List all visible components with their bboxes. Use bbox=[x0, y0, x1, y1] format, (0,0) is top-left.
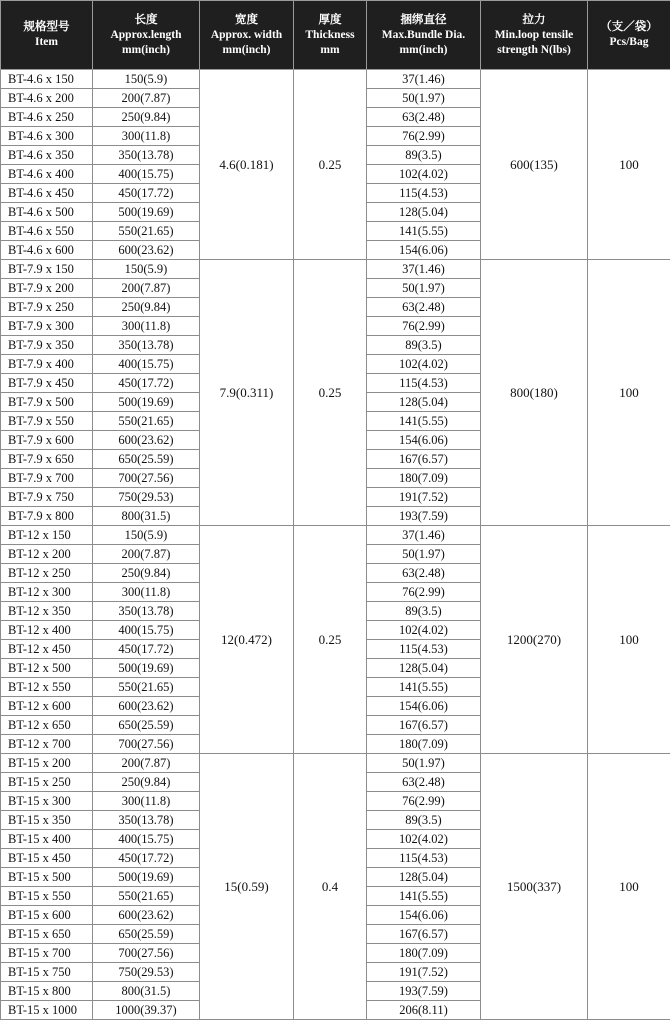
bundle-dia-cell: 102(4.02) bbox=[367, 830, 481, 849]
item-cell: BT-4.6 x 500 bbox=[1, 203, 93, 222]
width-cell: 7.9(0.311) bbox=[200, 260, 294, 526]
length-cell: 250(9.84) bbox=[93, 108, 200, 127]
length-cell: 800(31.5) bbox=[93, 982, 200, 1001]
header-pcs-per-bag: （支／袋） Pcs/Bag bbox=[588, 1, 670, 70]
item-cell: BT-7.9 x 550 bbox=[1, 412, 93, 431]
pcs-per-bag-cell: 100 bbox=[588, 526, 670, 754]
length-cell: 200(7.87) bbox=[93, 279, 200, 298]
length-cell: 450(17.72) bbox=[93, 374, 200, 393]
tensile-cell: 1500(337) bbox=[481, 754, 588, 1020]
item-cell: BT-15 x 600 bbox=[1, 906, 93, 925]
item-cell: BT-7.9 x 650 bbox=[1, 450, 93, 469]
bundle-dia-cell: 63(2.48) bbox=[367, 773, 481, 792]
item-cell: BT-15 x 550 bbox=[1, 887, 93, 906]
length-cell: 600(23.62) bbox=[93, 697, 200, 716]
length-cell: 200(7.87) bbox=[93, 89, 200, 108]
length-cell: 800(31.5) bbox=[93, 507, 200, 526]
bundle-dia-cell: 76(2.99) bbox=[367, 792, 481, 811]
item-cell: BT-15 x 300 bbox=[1, 792, 93, 811]
header-length: 长度 Approx.length mm(inch) bbox=[93, 1, 200, 70]
length-cell: 250(9.84) bbox=[93, 298, 200, 317]
bundle-dia-cell: 193(7.59) bbox=[367, 507, 481, 526]
item-cell: BT-7.9 x 800 bbox=[1, 507, 93, 526]
header-tensile: 拉力 Min.loop tensile strength N(lbs) bbox=[481, 1, 588, 70]
length-cell: 350(13.78) bbox=[93, 336, 200, 355]
bundle-dia-cell: 141(5.55) bbox=[367, 222, 481, 241]
table-row bbox=[1, 754, 670, 773]
item-cell: BT-15 x 650 bbox=[1, 925, 93, 944]
item-cell: BT-12 x 550 bbox=[1, 678, 93, 697]
item-cell: BT-7.9 x 300 bbox=[1, 317, 93, 336]
item-cell: BT-4.6 x 300 bbox=[1, 127, 93, 146]
item-cell: BT-12 x 600 bbox=[1, 697, 93, 716]
length-cell: 400(15.75) bbox=[93, 830, 200, 849]
length-cell: 500(19.69) bbox=[93, 868, 200, 887]
length-cell: 450(17.72) bbox=[93, 640, 200, 659]
item-cell: BT-4.6 x 550 bbox=[1, 222, 93, 241]
item-cell: BT-7.9 x 400 bbox=[1, 355, 93, 374]
bundle-dia-cell: 115(4.53) bbox=[367, 640, 481, 659]
bundle-dia-cell: 115(4.53) bbox=[367, 849, 481, 868]
length-cell: 300(11.8) bbox=[93, 583, 200, 602]
length-cell: 400(15.75) bbox=[93, 355, 200, 374]
length-cell: 650(25.59) bbox=[93, 716, 200, 735]
item-cell: BT-15 x 400 bbox=[1, 830, 93, 849]
item-cell: BT-4.6 x 450 bbox=[1, 184, 93, 203]
item-cell: BT-4.6 x 150 bbox=[1, 70, 93, 89]
bundle-dia-cell: 115(4.53) bbox=[367, 374, 481, 393]
item-cell: BT-7.9 x 250 bbox=[1, 298, 93, 317]
item-cell: BT-7.9 x 600 bbox=[1, 431, 93, 450]
tensile-cell: 600(135) bbox=[481, 70, 588, 260]
bundle-dia-cell: 102(4.02) bbox=[367, 165, 481, 184]
length-cell: 250(9.84) bbox=[93, 773, 200, 792]
item-cell: BT-15 x 250 bbox=[1, 773, 93, 792]
bundle-dia-cell: 191(7.52) bbox=[367, 488, 481, 507]
length-cell: 150(5.9) bbox=[93, 260, 200, 279]
item-cell: BT-12 x 350 bbox=[1, 602, 93, 621]
header-thickness: 厚度 Thickness mm bbox=[294, 1, 367, 70]
thickness-cell: 0.25 bbox=[294, 260, 367, 526]
pcs-per-bag-cell: 100 bbox=[588, 754, 670, 1020]
pcs-per-bag-cell: 100 bbox=[588, 260, 670, 526]
bundle-dia-cell: 180(7.09) bbox=[367, 944, 481, 963]
item-cell: BT-15 x 750 bbox=[1, 963, 93, 982]
item-cell: BT-12 x 650 bbox=[1, 716, 93, 735]
tensile-cell: 800(180) bbox=[481, 260, 588, 526]
length-cell: 300(11.8) bbox=[93, 317, 200, 336]
bundle-dia-cell: 154(6.06) bbox=[367, 906, 481, 925]
width-cell: 15(0.59) bbox=[200, 754, 294, 1020]
length-cell: 550(21.65) bbox=[93, 412, 200, 431]
bundle-dia-cell: 102(4.02) bbox=[367, 621, 481, 640]
item-cell: BT-12 x 150 bbox=[1, 526, 93, 545]
item-cell: BT-7.9 x 350 bbox=[1, 336, 93, 355]
item-cell: BT-12 x 250 bbox=[1, 564, 93, 583]
bundle-dia-cell: 102(4.02) bbox=[367, 355, 481, 374]
bundle-dia-cell: 37(1.46) bbox=[367, 526, 481, 545]
thickness-cell: 0.25 bbox=[294, 526, 367, 754]
item-cell: BT-15 x 800 bbox=[1, 982, 93, 1001]
length-cell: 500(19.69) bbox=[93, 659, 200, 678]
bundle-dia-cell: 167(6.57) bbox=[367, 716, 481, 735]
bundle-dia-cell: 76(2.99) bbox=[367, 317, 481, 336]
length-cell: 350(13.78) bbox=[93, 602, 200, 621]
width-cell: 12(0.472) bbox=[200, 526, 294, 754]
length-cell: 250(9.84) bbox=[93, 564, 200, 583]
header-item: 规格型号 Item bbox=[1, 1, 93, 70]
bundle-dia-cell: 128(5.04) bbox=[367, 203, 481, 222]
header-bundle-dia: 捆绑直径 Max.Bundle Dia. mm(inch) bbox=[367, 1, 481, 70]
item-cell: BT-7.9 x 750 bbox=[1, 488, 93, 507]
length-cell: 750(29.53) bbox=[93, 963, 200, 982]
bundle-dia-cell: 63(2.48) bbox=[367, 564, 481, 583]
item-cell: BT-12 x 450 bbox=[1, 640, 93, 659]
bundle-dia-cell: 63(2.48) bbox=[367, 108, 481, 127]
bundle-dia-cell: 76(2.99) bbox=[367, 583, 481, 602]
table-row bbox=[1, 70, 670, 89]
item-cell: BT-7.9 x 500 bbox=[1, 393, 93, 412]
bundle-dia-cell: 76(2.99) bbox=[367, 127, 481, 146]
item-cell: BT-12 x 300 bbox=[1, 583, 93, 602]
bundle-dia-cell: 191(7.52) bbox=[367, 963, 481, 982]
bundle-dia-cell: 50(1.97) bbox=[367, 279, 481, 298]
length-cell: 700(27.56) bbox=[93, 735, 200, 754]
length-cell: 350(13.78) bbox=[93, 146, 200, 165]
header-row bbox=[1, 1, 670, 70]
length-cell: 550(21.65) bbox=[93, 678, 200, 697]
bundle-dia-cell: 206(8.11) bbox=[367, 1001, 481, 1020]
length-cell: 450(17.72) bbox=[93, 184, 200, 203]
length-cell: 200(7.87) bbox=[93, 545, 200, 564]
bundle-dia-cell: 180(7.09) bbox=[367, 735, 481, 754]
length-cell: 300(11.8) bbox=[93, 127, 200, 146]
bundle-dia-cell: 128(5.04) bbox=[367, 659, 481, 678]
item-cell: BT-4.6 x 200 bbox=[1, 89, 93, 108]
item-cell: BT-7.9 x 700 bbox=[1, 469, 93, 488]
length-cell: 400(15.75) bbox=[93, 621, 200, 640]
item-cell: BT-7.9 x 450 bbox=[1, 374, 93, 393]
length-cell: 200(7.87) bbox=[93, 754, 200, 773]
length-cell: 600(23.62) bbox=[93, 241, 200, 260]
table-header bbox=[1, 1, 670, 70]
header-width: 宽度 Approx. width mm(inch) bbox=[200, 1, 294, 70]
length-cell: 550(21.65) bbox=[93, 222, 200, 241]
length-cell: 500(19.69) bbox=[93, 393, 200, 412]
bundle-dia-cell: 50(1.97) bbox=[367, 754, 481, 773]
length-cell: 550(21.65) bbox=[93, 887, 200, 906]
table-body bbox=[1, 70, 670, 1020]
bundle-dia-cell: 141(5.55) bbox=[367, 887, 481, 906]
length-cell: 750(29.53) bbox=[93, 488, 200, 507]
table-row bbox=[1, 526, 670, 545]
bundle-dia-cell: 63(2.48) bbox=[367, 298, 481, 317]
length-cell: 300(11.8) bbox=[93, 792, 200, 811]
thickness-cell: 0.4 bbox=[294, 754, 367, 1020]
length-cell: 600(23.62) bbox=[93, 431, 200, 450]
item-cell: BT-15 x 1000 bbox=[1, 1001, 93, 1020]
length-cell: 1000(39.37) bbox=[93, 1001, 200, 1020]
length-cell: 600(23.62) bbox=[93, 906, 200, 925]
bundle-dia-cell: 89(3.5) bbox=[367, 146, 481, 165]
length-cell: 450(17.72) bbox=[93, 849, 200, 868]
length-cell: 500(19.69) bbox=[93, 203, 200, 222]
length-cell: 150(5.9) bbox=[93, 70, 200, 89]
table-row bbox=[1, 260, 670, 279]
item-cell: BT-15 x 500 bbox=[1, 868, 93, 887]
bundle-dia-cell: 167(6.57) bbox=[367, 450, 481, 469]
tensile-cell: 1200(270) bbox=[481, 526, 588, 754]
bundle-dia-cell: 89(3.5) bbox=[367, 811, 481, 830]
bundle-dia-cell: 154(6.06) bbox=[367, 431, 481, 450]
bundle-dia-cell: 115(4.53) bbox=[367, 184, 481, 203]
bundle-dia-cell: 50(1.97) bbox=[367, 89, 481, 108]
bundle-dia-cell: 50(1.97) bbox=[367, 545, 481, 564]
thickness-cell: 0.25 bbox=[294, 70, 367, 260]
item-cell: BT-15 x 450 bbox=[1, 849, 93, 868]
bundle-dia-cell: 89(3.5) bbox=[367, 336, 481, 355]
length-cell: 150(5.9) bbox=[93, 526, 200, 545]
item-cell: BT-7.9 x 150 bbox=[1, 260, 93, 279]
bundle-dia-cell: 167(6.57) bbox=[367, 925, 481, 944]
bundle-dia-cell: 37(1.46) bbox=[367, 70, 481, 89]
item-cell: BT-12 x 200 bbox=[1, 545, 93, 564]
bundle-dia-cell: 141(5.55) bbox=[367, 678, 481, 697]
width-cell: 4.6(0.181) bbox=[200, 70, 294, 260]
item-cell: BT-7.9 x 200 bbox=[1, 279, 93, 298]
bundle-dia-cell: 141(5.55) bbox=[367, 412, 481, 431]
length-cell: 650(25.59) bbox=[93, 925, 200, 944]
item-cell: BT-4.6 x 350 bbox=[1, 146, 93, 165]
item-cell: BT-15 x 350 bbox=[1, 811, 93, 830]
pcs-per-bag-cell: 100 bbox=[588, 70, 670, 260]
bundle-dia-cell: 180(7.09) bbox=[367, 469, 481, 488]
item-cell: BT-12 x 500 bbox=[1, 659, 93, 678]
length-cell: 700(27.56) bbox=[93, 944, 200, 963]
item-cell: BT-15 x 700 bbox=[1, 944, 93, 963]
item-cell: BT-12 x 400 bbox=[1, 621, 93, 640]
length-cell: 650(25.59) bbox=[93, 450, 200, 469]
item-cell: BT-4.6 x 400 bbox=[1, 165, 93, 184]
bundle-dia-cell: 37(1.46) bbox=[367, 260, 481, 279]
bundle-dia-cell: 154(6.06) bbox=[367, 697, 481, 716]
bundle-dia-cell: 128(5.04) bbox=[367, 393, 481, 412]
item-cell: BT-4.6 x 250 bbox=[1, 108, 93, 127]
bundle-dia-cell: 128(5.04) bbox=[367, 868, 481, 887]
bundle-dia-cell: 193(7.59) bbox=[367, 982, 481, 1001]
length-cell: 400(15.75) bbox=[93, 165, 200, 184]
bundle-dia-cell: 154(6.06) bbox=[367, 241, 481, 260]
bundle-dia-cell: 89(3.5) bbox=[367, 602, 481, 621]
item-cell: BT-12 x 700 bbox=[1, 735, 93, 754]
item-cell: BT-15 x 200 bbox=[1, 754, 93, 773]
length-cell: 350(13.78) bbox=[93, 811, 200, 830]
item-cell: BT-4.6 x 600 bbox=[1, 241, 93, 260]
length-cell: 700(27.56) bbox=[93, 469, 200, 488]
